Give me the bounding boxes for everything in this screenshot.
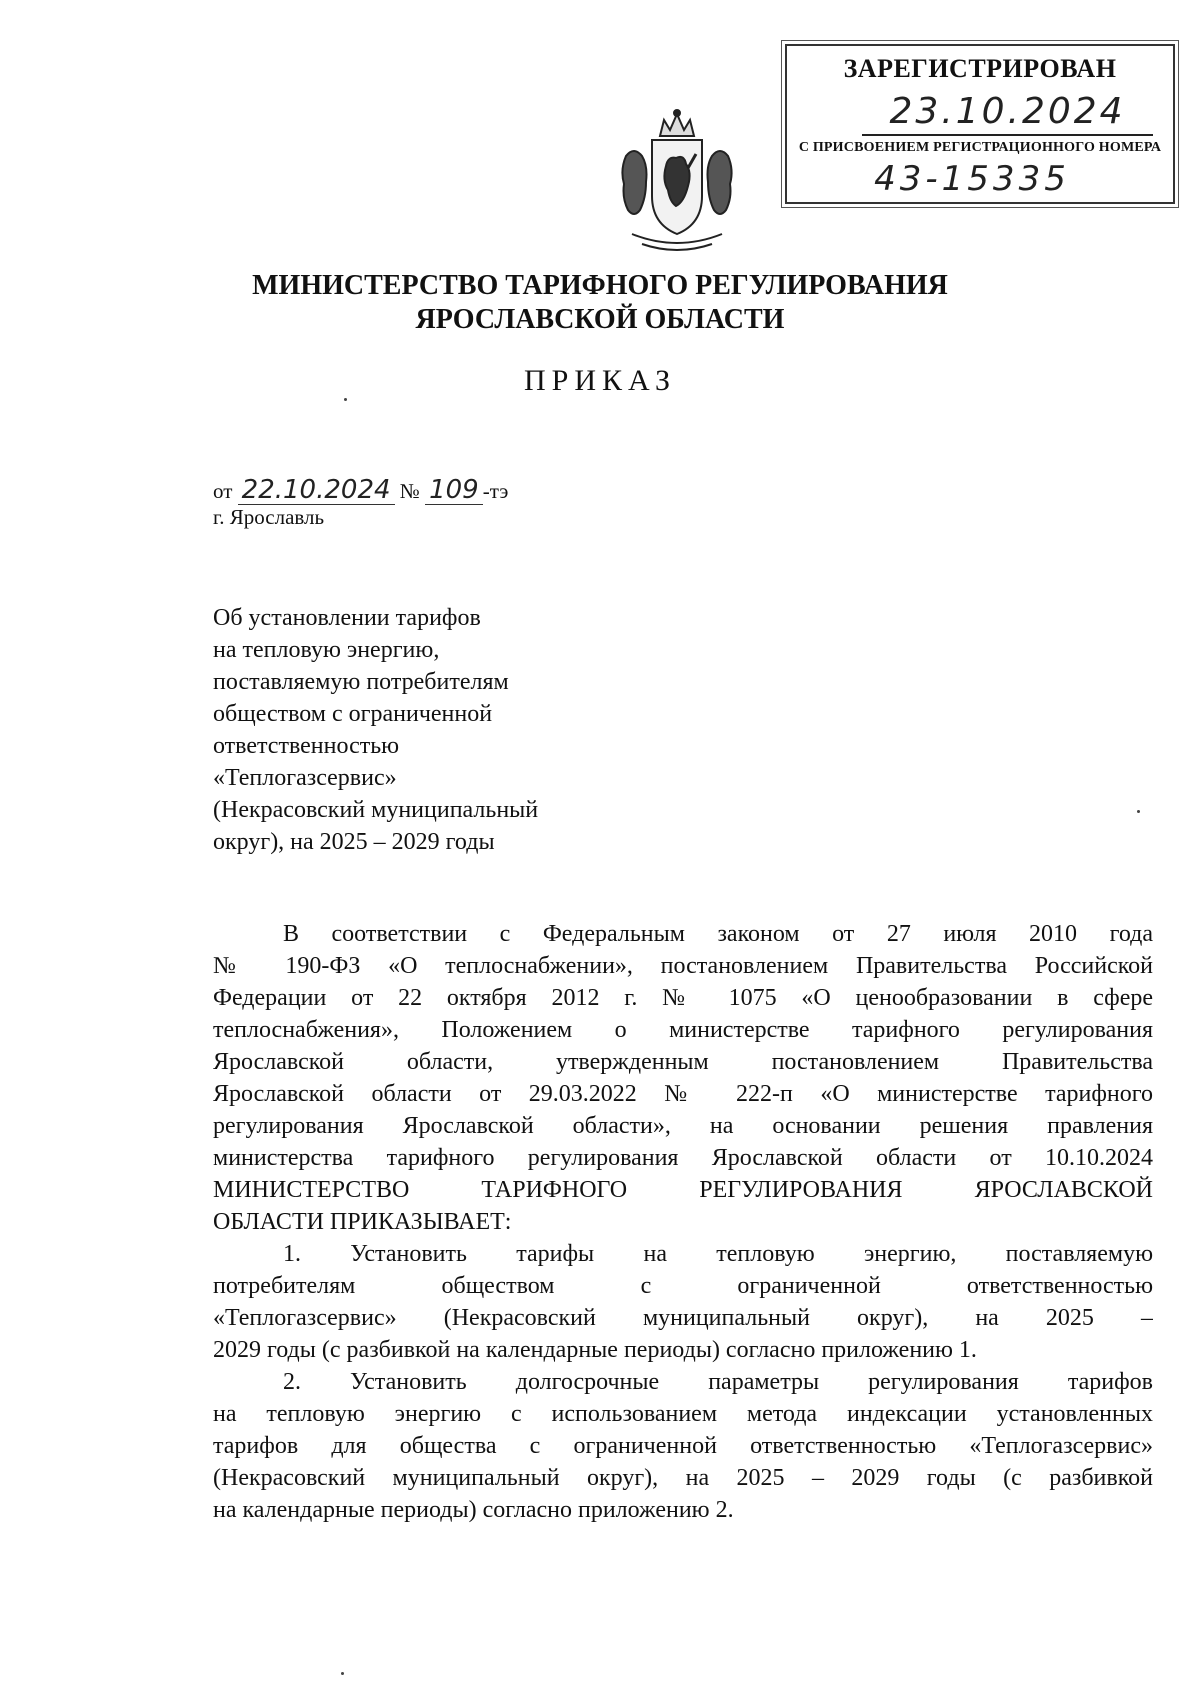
clause-1-line: потребителям обществом с ограниченной ответственностью xyxy=(213,1273,1153,1299)
from-label: от xyxy=(213,479,233,503)
body-line: В соответствии с Федеральным законом от 27 июля 2010 года xyxy=(283,921,1153,947)
stamp-title: ЗАРЕГИСТРИРОВАН xyxy=(843,54,1117,83)
stamp-date: 23.10.2024 xyxy=(862,90,1153,136)
scan-speck xyxy=(341,1672,344,1675)
clause-2-line: тарифов для общества с ограниченной ответственностью «Теплогазсервис» xyxy=(213,1433,1153,1459)
clause-2-line: на тепловую энергию с использованием метода индексации установленных xyxy=(213,1401,1153,1427)
order-number-suffix: -тэ xyxy=(482,479,509,503)
body-line: Ярославской области, утвержденным постановлением Правительства xyxy=(213,1049,1153,1075)
scan-speck xyxy=(1137,810,1140,813)
clause-1-line: 1. Установить тарифы на тепловую энергию, поставляемую xyxy=(283,1241,1153,1267)
subject-line: (Некрасовский муниципальный xyxy=(213,797,539,823)
order-date-line xyxy=(213,476,508,505)
body-line: министерства тарифного регулирования Ярославской области от 10.10.2024 xyxy=(213,1145,1153,1171)
body-line: ОБЛАСТИ ПРИКАЗЫВАЕТ: xyxy=(213,1209,512,1235)
coat-of-arms-icon xyxy=(612,106,742,256)
order-number: 109 xyxy=(425,476,483,505)
body-line: Федерации от 22 октября 2012 г. № 1075 «О ценообразовании в сфере xyxy=(213,985,1153,1011)
document-type: ПРИКАЗ xyxy=(524,364,676,397)
clause-1-line: 2029 годы (с разбивкой на календарные периоды) согласно приложению 1. xyxy=(213,1337,977,1363)
subject-line: на тепловую энергию, xyxy=(213,637,440,663)
body-line: № 190-ФЗ «О теплоснабжении», постановлением Правительства Российской xyxy=(213,953,1153,979)
subject-line: «Теплогазсервис» xyxy=(213,765,397,791)
order-body xyxy=(213,918,1153,1526)
stamp-subtitle: С ПРИСВОЕНИЕМ РЕГИСТРАЦИОННОГО НОМЕРА xyxy=(798,140,1162,155)
order-subject xyxy=(213,602,633,858)
body-line: Ярославской области от 29.03.2022 № 222-п «О министерстве тарифного xyxy=(213,1081,1153,1107)
subject-line: поставляемую потребителям xyxy=(213,669,509,695)
number-label: № xyxy=(399,479,420,503)
order-city: г. Ярославль xyxy=(213,505,325,529)
subject-line: ответственностью xyxy=(213,733,400,759)
body-line: теплоснабжения», Положением о министерстве тарифного регулирования xyxy=(213,1017,1153,1043)
body-line: регулирования Ярославской области», на основании решения правления xyxy=(213,1113,1153,1139)
order-date: 22.10.2024 xyxy=(238,476,395,505)
subject-line: обществом с ограниченной xyxy=(213,701,493,727)
stamp-registration-number: 43-15335 xyxy=(874,159,1070,199)
clause-2-line: (Некрасовский муниципальный округ), на 2025 – 2029 годы (с разбивкой xyxy=(213,1465,1153,1491)
ministry-name-line1: МИНИСТЕРСТВО ТАРИФНОГО РЕГУЛИРОВАНИЯ xyxy=(252,270,948,301)
ministry-name-line2: ЯРОСЛАВСКОЙ ОБЛАСТИ xyxy=(415,304,785,335)
clause-2-line: 2. Установить долгосрочные параметры регулирования тарифов xyxy=(283,1369,1153,1395)
scan-speck xyxy=(344,398,347,401)
registration-stamp xyxy=(785,44,1175,204)
clause-1-line: «Теплогазсервис» (Некрасовский муниципальный округ), на 2025 – xyxy=(213,1305,1153,1331)
body-line: МИНИСТЕРСТВО ТАРИФНОГО РЕГУЛИРОВАНИЯ ЯРОСЛАВСКОЙ xyxy=(213,1177,1153,1203)
subject-line: округ), на 2025 – 2029 годы xyxy=(213,829,495,855)
subject-line: Об установлении тарифов xyxy=(213,605,481,631)
clause-2-line: на календарные периоды) согласно приложению 2. xyxy=(213,1497,734,1523)
